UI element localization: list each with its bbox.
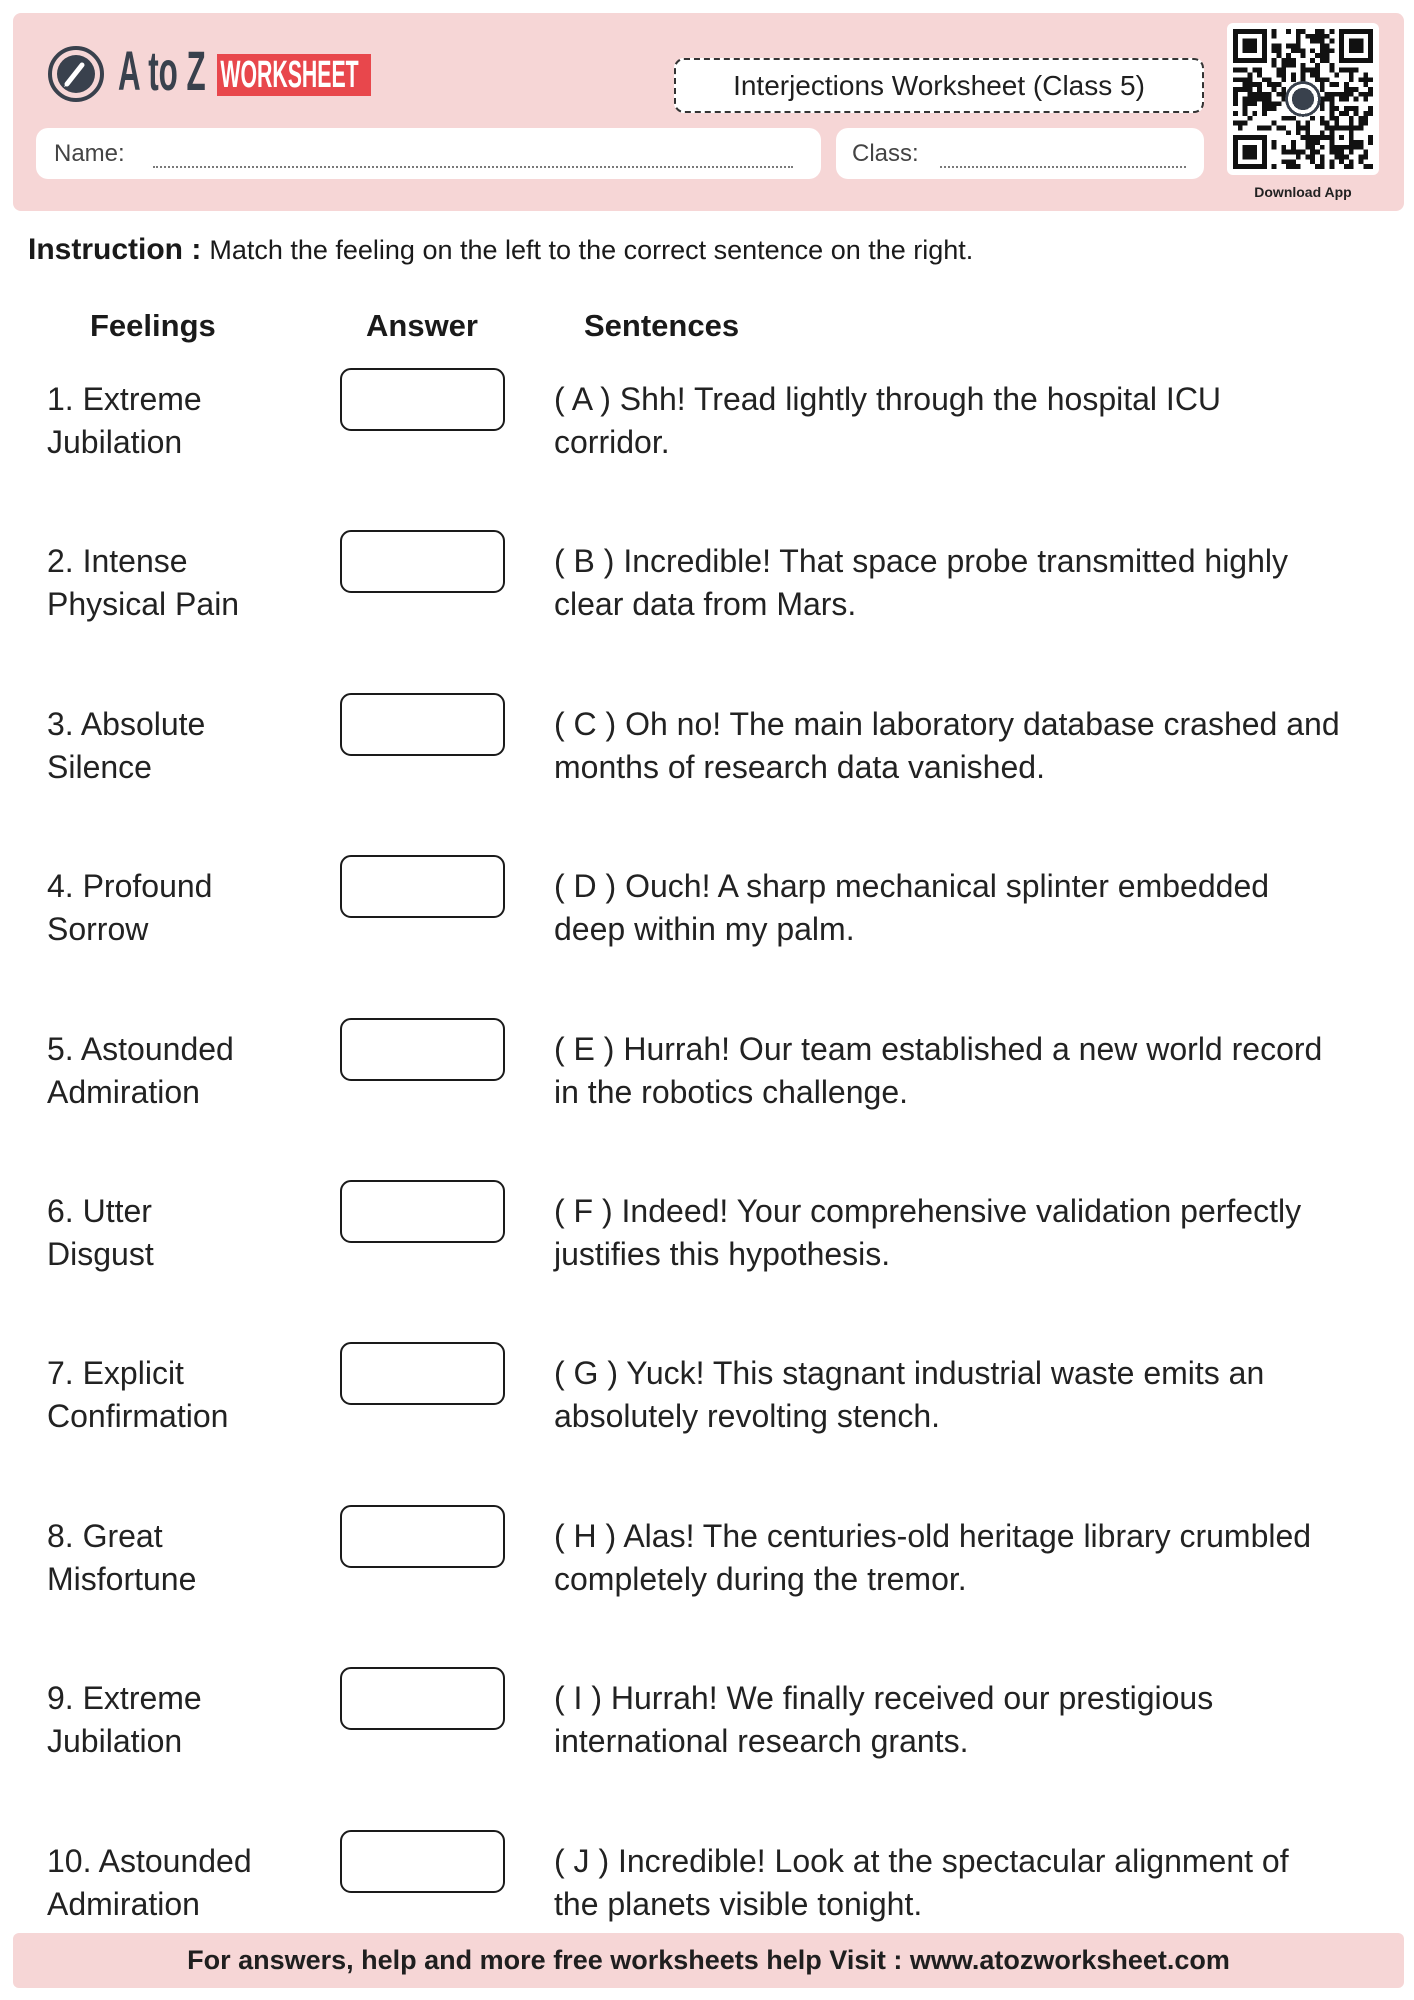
sentence-line: corridor. [554, 424, 670, 460]
feeling-line: Jubilation [47, 424, 183, 460]
sentence-item [554, 1028, 1322, 1114]
feeling-line: Sorrow [47, 911, 149, 948]
feeling-line: 9. Extreme [47, 1680, 202, 1717]
sentence-line: in the robotics challenge. [554, 1073, 908, 1110]
match-row [0, 1018, 1414, 1178]
feeling-line: Admiration [47, 1073, 200, 1110]
brand-prefix: A to Z [118, 39, 206, 102]
match-row [0, 1505, 1414, 1665]
feeling-line: Physical Pain [47, 586, 240, 623]
sentence-line: justifies this hypothesis. [554, 1236, 891, 1272]
pencil-circle-icon [47, 45, 105, 103]
qr-caption: Download App [1254, 184, 1352, 200]
feeling-line: Misfortune [47, 1560, 197, 1597]
feeling-line: 6. Utter [47, 1193, 152, 1229]
brand-suffix: WORKSHEET [220, 54, 359, 96]
sentence-line: clear data from Mars. [554, 586, 857, 623]
match-row [0, 1180, 1414, 1340]
match-row [0, 1667, 1414, 1827]
answer-box[interactable] [340, 368, 505, 431]
answer-box[interactable] [340, 1180, 505, 1243]
feeling-item [47, 1028, 234, 1114]
sentence-line: ( E ) Hurrah! Our team established a new world record [554, 1030, 1323, 1067]
answer-box[interactable] [340, 1667, 505, 1730]
sentence-line: ( C ) Oh no! The main laboratory database crashed and [554, 705, 1340, 742]
feeling-item [47, 1515, 196, 1601]
answer-box[interactable] [340, 1830, 505, 1893]
feeling-line: Silence [47, 748, 152, 785]
sentence-line: ( B ) Incredible! That space probe transmitted highly [554, 543, 1288, 580]
feeling-line: 3. Absolute [47, 705, 206, 742]
feeling-line: 8. Great [47, 1517, 163, 1554]
feeling-item [47, 1840, 252, 1926]
feeling-line: Admiration [47, 1885, 200, 1922]
answer-box[interactable] [340, 1018, 505, 1081]
instruction [28, 232, 973, 273]
sentence-item [554, 1677, 1213, 1763]
instruction-label: Instruction : [28, 233, 202, 266]
sentence-item [554, 703, 1340, 789]
feeling-item [47, 1677, 202, 1763]
sentence-line: ( H ) Alas! The centuries-old heritage library crumbled [554, 1517, 1312, 1554]
worksheet-header [13, 13, 1404, 211]
sentence-line: international research grants. [554, 1723, 969, 1760]
brand-badge [217, 54, 371, 96]
feeling-line: 10. Astounded [47, 1842, 252, 1879]
feeling-item [47, 540, 239, 626]
feeling-item [47, 1190, 154, 1276]
sentence-line: ( I ) Hurrah! We finally received our prestigious [554, 1680, 1214, 1717]
sentence-line: completely during the tremor. [554, 1560, 967, 1597]
sentence-line: absolutely revolting stench. [554, 1398, 940, 1435]
answer-box[interactable] [340, 530, 505, 593]
feeling-line: 1. Extreme [47, 381, 202, 417]
feeling-line: Disgust [47, 1236, 154, 1272]
footer-text: For answers, help and more free worksheets help Visit : www.atozworksheet.com [187, 1945, 1230, 1975]
sentence-item [554, 865, 1269, 951]
name-input[interactable] [153, 142, 793, 168]
matching-list [0, 368, 1414, 1928]
feeling-line: 4. Profound [47, 868, 213, 905]
sentence-item [554, 540, 1288, 626]
match-row [0, 530, 1414, 690]
sentence-line: ( D ) Ouch! A sharp mechanical splinter embedded [554, 868, 1270, 905]
feeling-line: 5. Astounded [47, 1030, 234, 1067]
sentence-item [554, 378, 1221, 464]
answer-box[interactable] [340, 1342, 505, 1405]
sentence-item [554, 1190, 1301, 1276]
sentence-item [554, 1515, 1311, 1601]
sentences-column-header: Sentences [584, 308, 740, 343]
feeling-item [47, 1352, 228, 1438]
qr-code-icon [1233, 29, 1373, 169]
footer-banner [13, 1933, 1404, 1988]
qr-code [1227, 23, 1379, 175]
answer-column-header: Answer [366, 308, 478, 343]
worksheet-title: Interjections Worksheet (Class 5) [674, 58, 1204, 113]
sentence-line: months of research data vanished. [554, 748, 1045, 785]
feeling-line: Confirmation [47, 1398, 229, 1435]
match-row [0, 693, 1414, 853]
feeling-item [47, 703, 205, 789]
class-input[interactable] [940, 142, 1186, 168]
feeling-line: 7. Explicit [47, 1355, 184, 1392]
name-field [36, 128, 821, 179]
sentence-item [554, 1840, 1289, 1926]
feeling-line: Jubilation [47, 1723, 183, 1760]
sentence-line: ( A ) Shh! Tread lightly through the hospital ICU [554, 381, 1222, 417]
sentence-line: the planets visible tonight. [554, 1885, 923, 1922]
match-row [0, 1342, 1414, 1502]
name-label: Name: [54, 140, 125, 167]
match-row [0, 368, 1414, 528]
match-row [0, 855, 1414, 1015]
answer-box[interactable] [340, 1505, 505, 1568]
instruction-text: Match the feeling on the left to the correct sentence on the right. [209, 235, 974, 265]
sentence-line: ( F ) Indeed! Your comprehensive validation perfectly [554, 1193, 1302, 1229]
class-label: Class: [852, 140, 919, 167]
sentence-line: ( G ) Yuck! This stagnant industrial waste emits an [554, 1355, 1265, 1392]
sentence-line: ( J ) Incredible! Look at the spectacular alignment of [554, 1842, 1289, 1879]
sentence-item [554, 1352, 1264, 1438]
answer-box[interactable] [340, 855, 505, 918]
sentence-line: deep within my palm. [554, 911, 855, 948]
feeling-item [47, 865, 212, 951]
feeling-item [47, 378, 202, 464]
feeling-line: 2. Intense [47, 543, 188, 580]
feelings-column-header: Feelings [90, 308, 216, 343]
answer-box[interactable] [340, 693, 505, 756]
class-field [836, 128, 1204, 179]
